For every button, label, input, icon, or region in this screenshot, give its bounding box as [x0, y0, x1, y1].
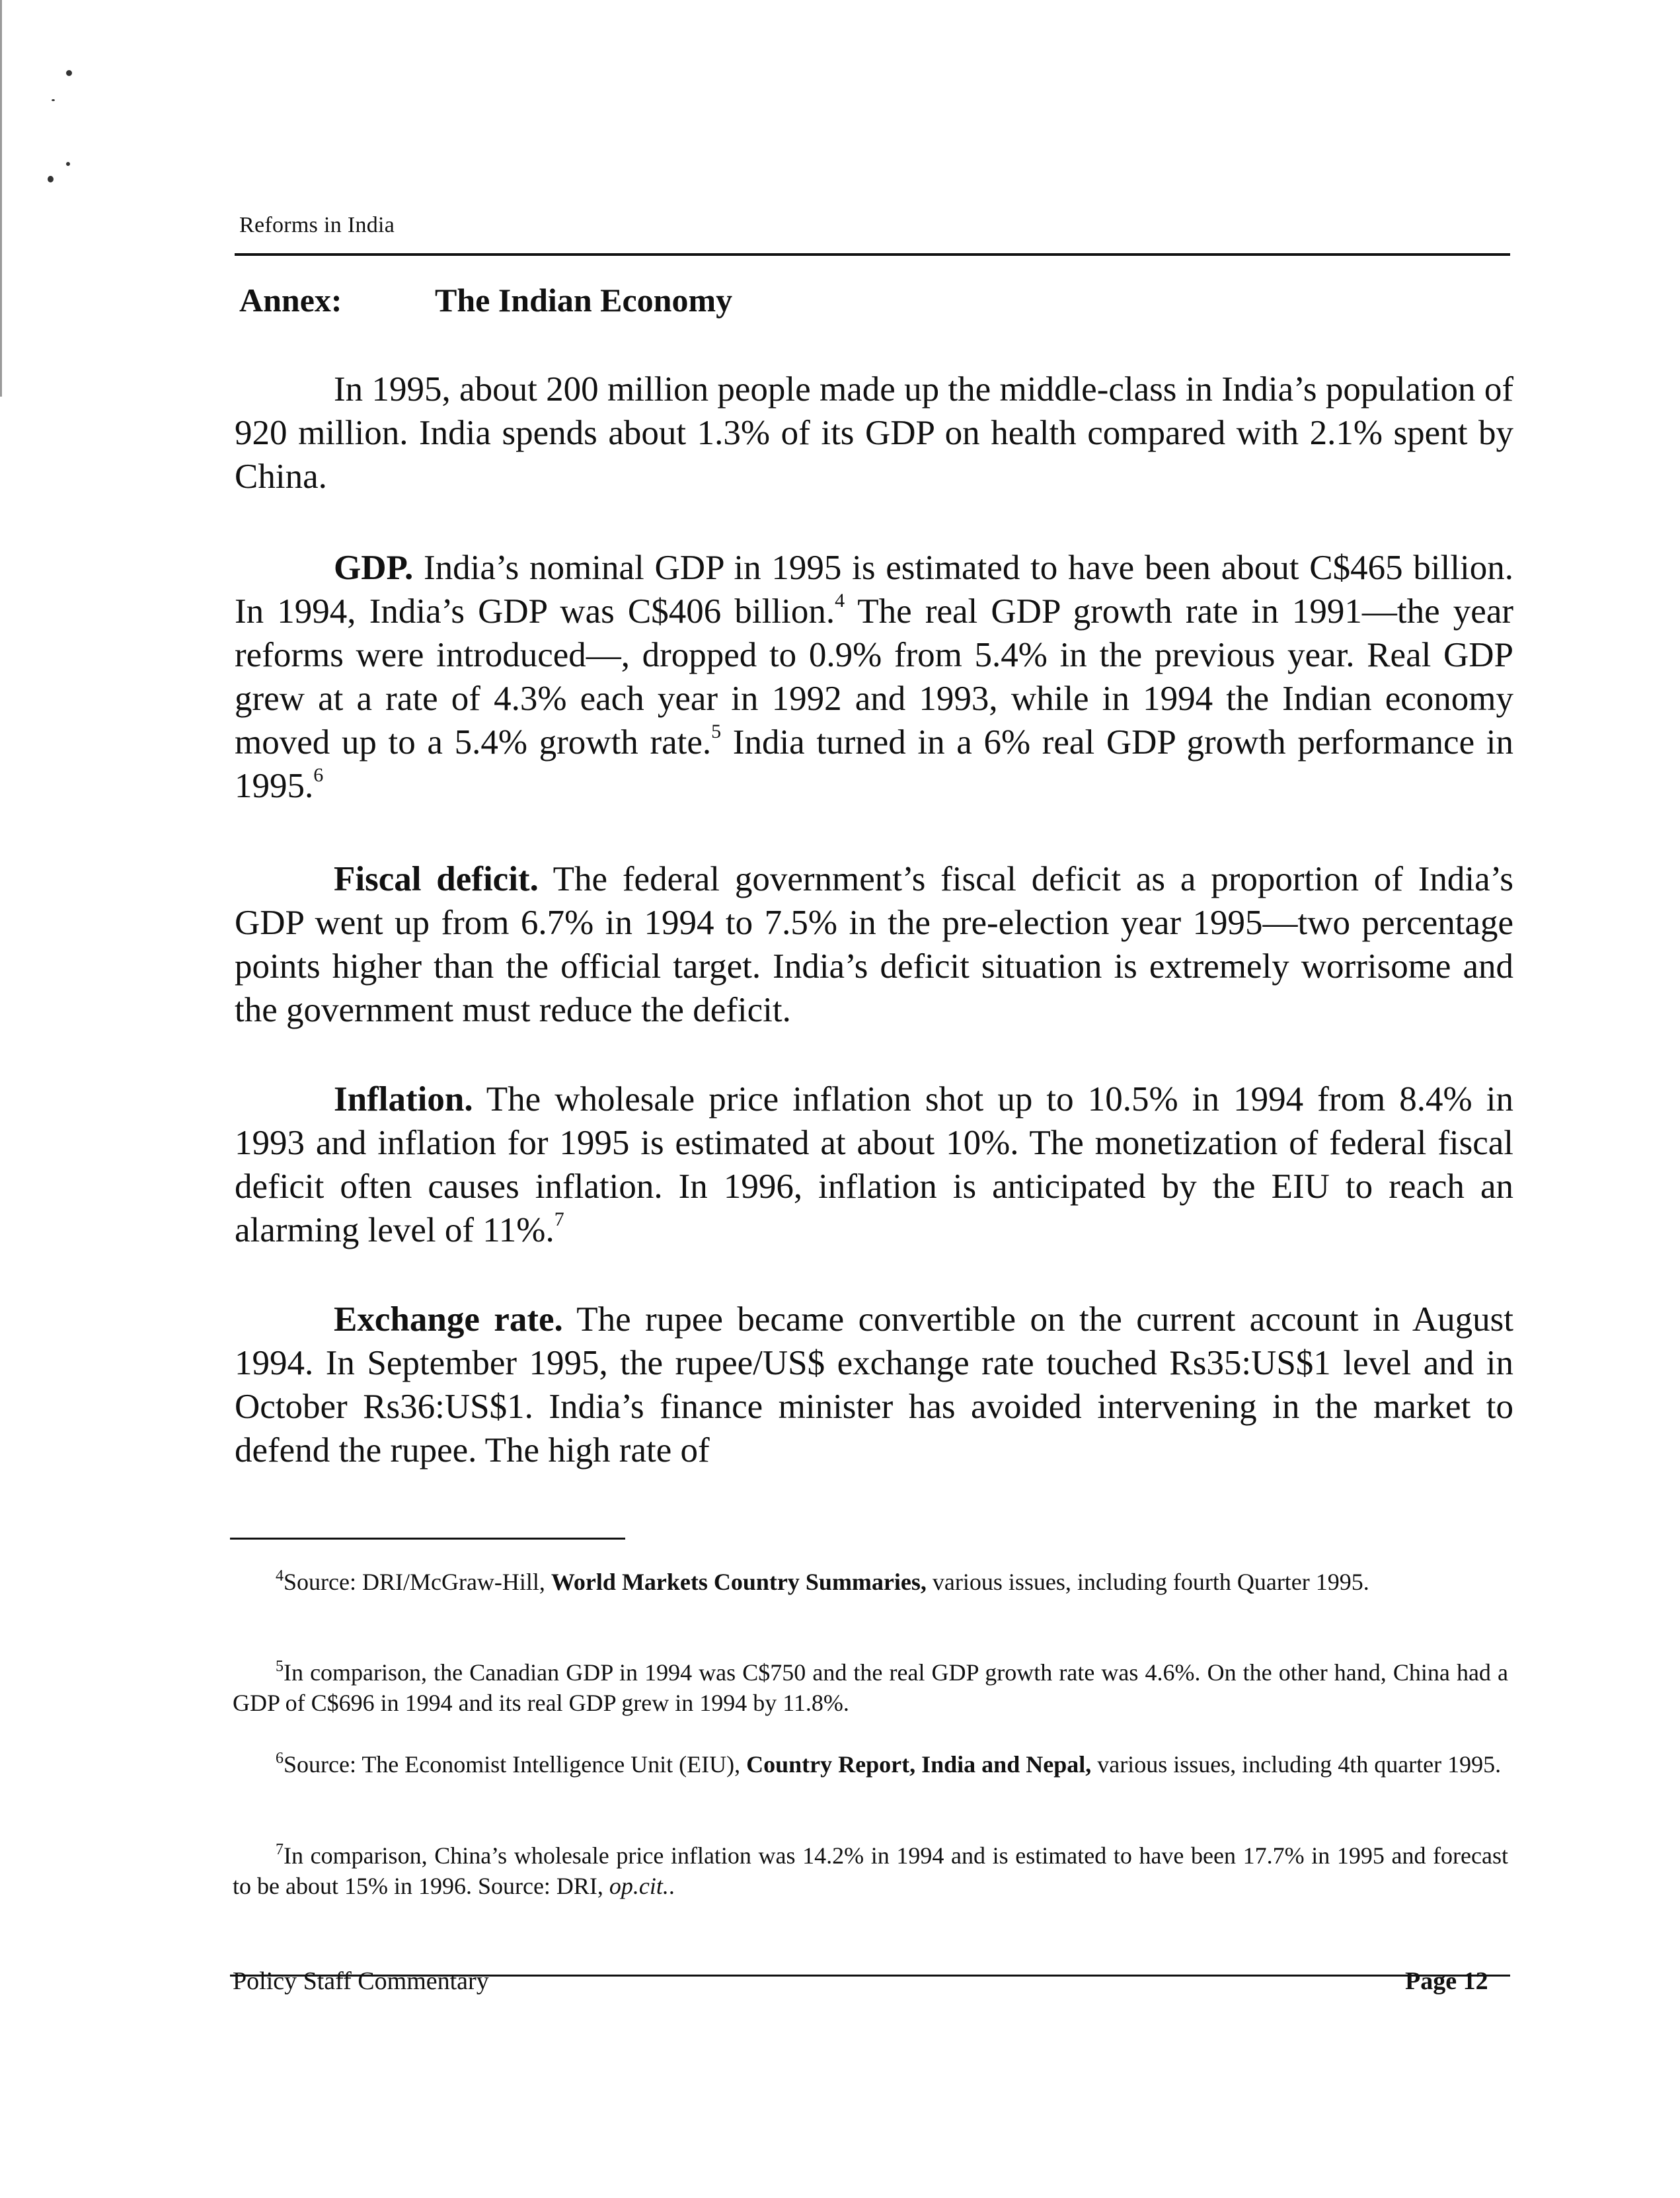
paragraph-intro-text: In 1995, about 200 million people made up the middle-class in India’s population of 920 million. India spends about 1.3% of its GDP on health compared with 2.1% spent by China.	[235, 370, 1513, 496]
gdp-heading: GDP.	[334, 549, 414, 587]
gdp-text-c: India turned in a 6% real GDP growth performance in 1995.	[235, 723, 1513, 805]
page-number: Page 12	[1405, 1967, 1488, 1995]
header-rule	[235, 253, 1510, 256]
paragraph-exchange-rate	[235, 1298, 1513, 1472]
footnote-7-number: 7	[276, 1841, 284, 1858]
fiscal-heading: Fiscal deficit.	[334, 860, 539, 898]
footnote-4	[233, 1567, 1508, 1597]
paragraph-gdp	[235, 546, 1513, 808]
paragraph-intro	[235, 368, 1513, 498]
paragraph-inflation	[235, 1078, 1513, 1252]
footnote-4-text: Source: DRI/McGraw-Hill,	[284, 1569, 551, 1595]
footnote-5	[233, 1657, 1508, 1718]
footnote-ref-6[interactable]: 6	[313, 764, 324, 786]
footer-publication: Policy Staff Commentary	[233, 1967, 489, 1995]
footnote-7-citation: op.cit.	[609, 1873, 669, 1899]
annex-title	[239, 281, 732, 319]
footnote-4-number: 4	[276, 1567, 284, 1585]
gdp-text-b: The real GDP growth rate in 1991—the year reforms were introduced—, dropped to 0.9% from 5.4% in the previous year. Real GDP grew at a rate of 4.3% each year in 1992 and 1993, while in 1994 the Indian economy moved up to a 5.4% growth rate.	[235, 592, 1513, 762]
footnote-5-text: In comparison, the Canadian GDP in 1994 was C$750 and the real GDP growth rate was 4.6%. On the other hand, China had a GDP of C$696 in 1994 and its real GDP grew in 1994 by 11.8%.	[233, 1659, 1508, 1716]
scan-speck	[66, 70, 72, 76]
scan-speck	[48, 176, 54, 182]
footnote-6-title: Country Report, India and Nepal,	[746, 1751, 1092, 1778]
footnote-7-tail: .	[668, 1873, 675, 1899]
footnote-rule	[230, 1538, 625, 1540]
scan-page-edge	[0, 0, 2, 397]
exchange-heading: Exchange rate.	[334, 1300, 563, 1339]
footnote-6	[233, 1749, 1508, 1780]
footnote-4-title: World Markets Country Summaries,	[551, 1569, 927, 1595]
annex-heading: The Indian Economy	[435, 282, 733, 319]
inflation-text: The wholesale price inflation shot up to 10.5% in 1994 from 8.4% in 1993 and inflation for 1995 is estimated at about 10%. The monetization of federal fiscal deficit often causes inflation. In 1996, inflation is anticipated by the EIU to reach an alarming level of 11%.	[235, 1080, 1513, 1249]
inflation-heading: Inflation.	[334, 1080, 473, 1119]
exchange-text: The rupee became convertible on the current account in August 1994. In September 1995, the rupee/US$ exchange rate touched Rs35:US$1 level and in October Rs36:US$1. India’s finance minister has avoided intervening in the market to defend the rupee. The high rate of	[235, 1300, 1513, 1470]
footnote-7	[233, 1840, 1508, 1901]
footnote-ref-7[interactable]: 7	[554, 1208, 564, 1230]
scan-speck	[52, 99, 55, 101]
paragraph-fiscal-deficit	[235, 857, 1513, 1032]
footnote-6-tail: various issues, including 4th quarter 1995.	[1091, 1751, 1502, 1778]
footnote-ref-5[interactable]: 5	[711, 721, 722, 742]
footnote-5-number: 5	[276, 1658, 284, 1675]
gdp-text-a: India’s nominal GDP in 1995 is estimated to have been about C$465 billion. In 1994, India’s GDP was C$406 billion.	[235, 549, 1513, 631]
annex-label: Annex:	[239, 282, 342, 319]
running-header: Reforms in India	[239, 213, 395, 237]
footnote-ref-4[interactable]: 4	[835, 590, 845, 611]
scan-speck	[66, 162, 70, 166]
footnote-6-number: 6	[276, 1750, 284, 1767]
footnote-6-text: Source: The Economist Intelligence Unit (EIU),	[284, 1751, 747, 1778]
footnote-4-tail: various issues, including fourth Quarter 1995.	[926, 1569, 1369, 1595]
fiscal-text: The federal government’s fiscal deficit as a proportion of India’s GDP went up from 6.7% in 1994 to 7.5% in the pre-election year 1995—two percentage points higher than the official target. India’s deficit situation is extremely worrisome and the government must reduce the deficit.	[235, 860, 1513, 1029]
footnote-7-text: In comparison, China’s wholesale price inflation was 14.2% in 1994 and is estimated to have been 17.7% in 1995 and forecast to be about 15% in 1996. Source: DRI,	[233, 1842, 1508, 1899]
